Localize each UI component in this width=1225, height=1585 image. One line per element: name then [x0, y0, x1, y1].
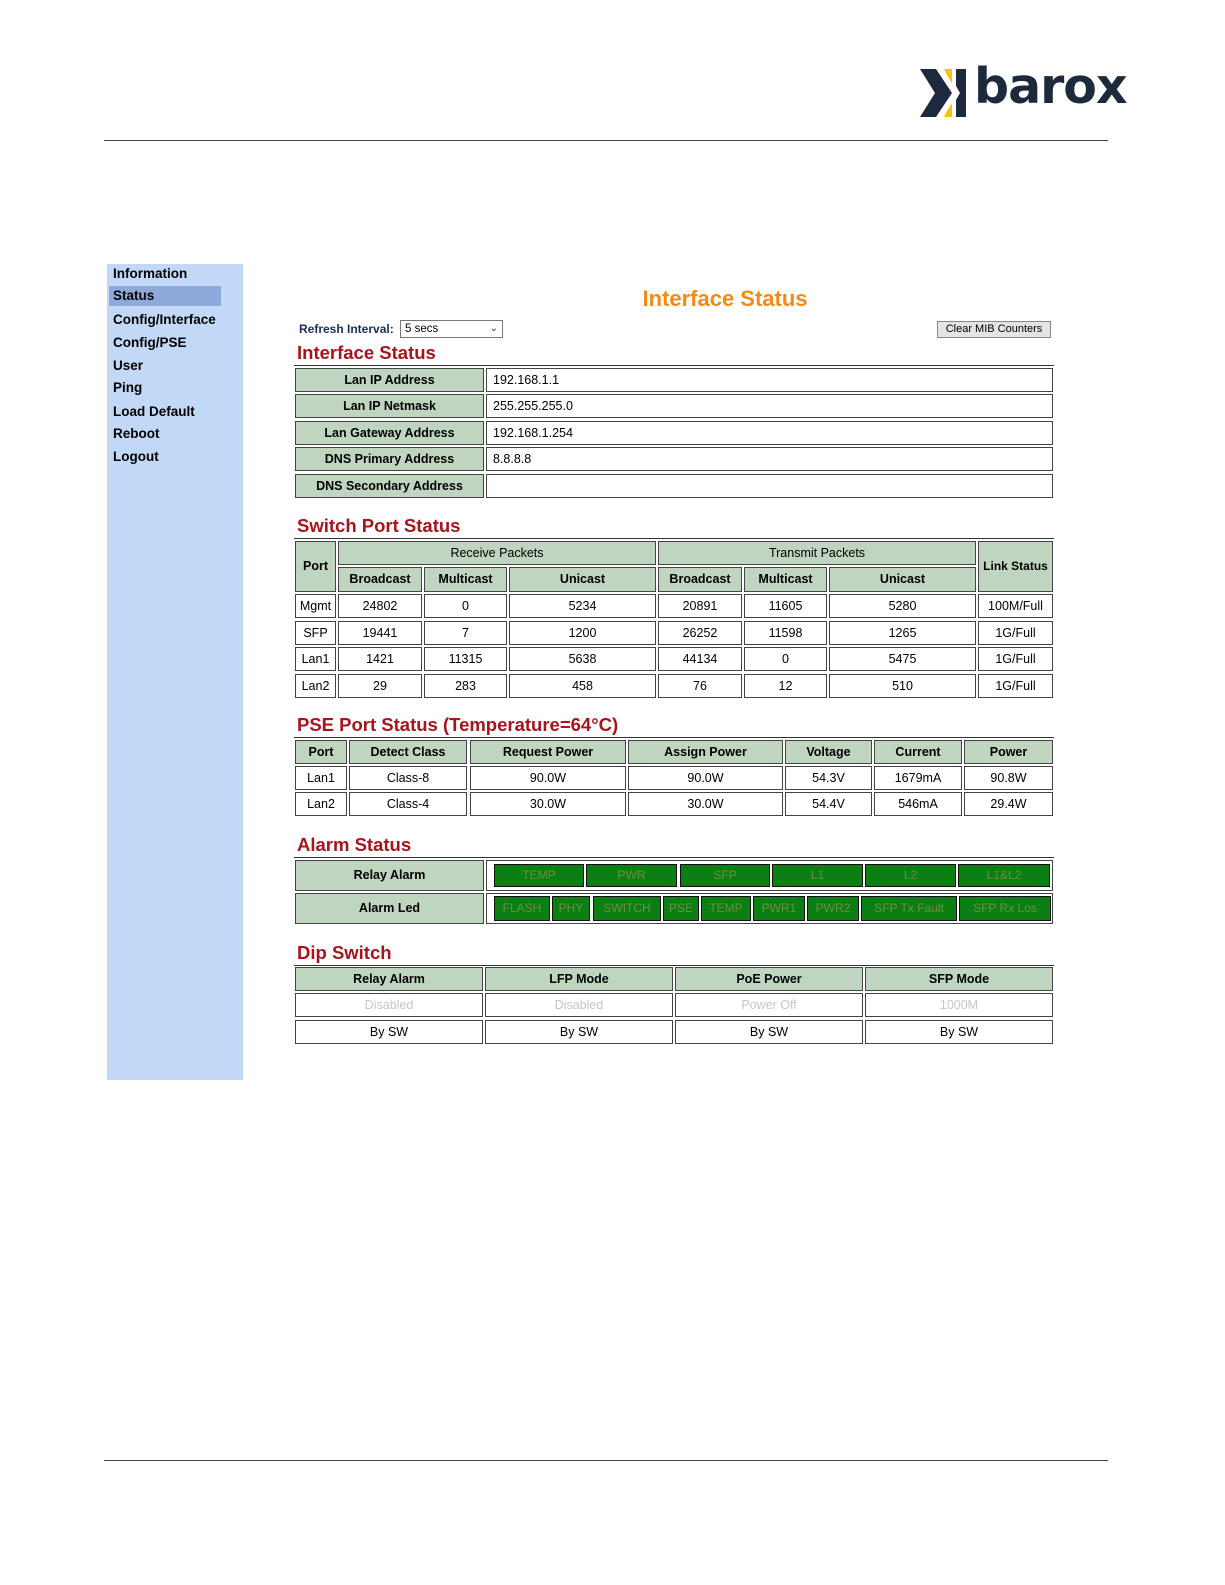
section-rule: [294, 538, 1054, 539]
current-header: Current: [874, 740, 962, 764]
alarm-led-indicator: SFP Rx Los: [959, 896, 1051, 921]
relay-alarm-indicator: L1: [772, 864, 863, 887]
sidebar-item-status[interactable]: Status: [109, 286, 221, 306]
lan-ip-label: Lan IP Address: [295, 368, 484, 392]
lan-gateway-label: Lan Gateway Address: [295, 421, 484, 445]
tx-broadcast-header: Broadcast: [658, 567, 742, 592]
voltage-cell: 54.4V: [785, 792, 872, 816]
rx-broadcast-cell: 1421: [338, 647, 422, 671]
assign-power-cell: 90.0W: [628, 766, 783, 790]
poe-power-status: Power Off: [675, 993, 863, 1017]
relay-alarm-indicator: L2: [865, 864, 956, 887]
sidebar-item-information[interactable]: Information: [113, 266, 188, 281]
port-header: Port: [295, 740, 347, 764]
detect-class-header: Detect Class: [349, 740, 467, 764]
tx-multicast-cell: 12: [744, 674, 827, 698]
lan-gateway-value: 192.168.1.254: [486, 421, 1053, 445]
power-header: Power: [964, 740, 1053, 764]
tx-multicast-cell: 0: [744, 647, 827, 671]
lfp-mode-mode: By SW: [485, 1020, 673, 1044]
power-cell: 29.4W: [964, 792, 1053, 816]
tx-broadcast-cell: 76: [658, 674, 742, 698]
sidebar-item-logout[interactable]: Logout: [113, 449, 159, 464]
rx-broadcast-cell: 29: [338, 674, 422, 698]
section-rule: [294, 965, 1054, 966]
voltage-header: Voltage: [785, 740, 872, 764]
rx-broadcast-header: Broadcast: [338, 567, 422, 592]
sfp-mode-header: SFP Mode: [865, 967, 1053, 991]
detect-class-cell: Class-8: [349, 766, 467, 790]
rx-unicast-cell: 5638: [509, 647, 656, 671]
relay-alarm-label: Relay Alarm: [295, 860, 484, 891]
interface-status-title: Interface Status: [297, 342, 436, 363]
alarm-led-indicator: TEMP: [701, 896, 751, 921]
sidebar-item-ping[interactable]: Ping: [113, 380, 143, 395]
clear-mib-counters-button[interactable]: Clear MIB Counters: [937, 321, 1051, 338]
receive-packets-header: Receive Packets: [338, 541, 656, 565]
pse-port-status-title: PSE Port Status (Temperature=64°C): [297, 714, 619, 735]
tx-broadcast-cell: 26252: [658, 621, 742, 645]
switch-port-status-title: Switch Port Status: [297, 515, 461, 536]
rx-unicast-cell: 458: [509, 674, 656, 698]
sidebar-item-config-interface[interactable]: Config/Interface: [113, 312, 216, 327]
alarm-led-indicator: SWITCH: [593, 896, 661, 921]
relay-alarm-indicator: TEMP: [494, 864, 584, 887]
section-rule: [294, 857, 1054, 858]
tx-unicast-header: Unicast: [829, 567, 976, 592]
alarm-led-indicator: SFP Tx Fault: [861, 896, 957, 921]
dns-secondary-value: [486, 474, 1053, 498]
detect-class-cell: Class-4: [349, 792, 467, 816]
dns-secondary-label: DNS Secondary Address: [295, 474, 484, 498]
port-cell: Lan1: [295, 647, 336, 671]
port-header: Port: [295, 541, 336, 592]
port-cell: Lan1: [295, 766, 347, 790]
dns-primary-label: DNS Primary Address: [295, 447, 484, 471]
rx-unicast-cell: 1200: [509, 621, 656, 645]
tx-multicast-cell: 11598: [744, 621, 827, 645]
link-status-cell: 1G/Full: [978, 674, 1053, 698]
tx-unicast-cell: 1265: [829, 621, 976, 645]
alarm-led-indicator: PWR2: [807, 896, 859, 921]
tx-multicast-header: Multicast: [744, 567, 827, 592]
request-power-cell: 30.0W: [470, 792, 626, 816]
barox-logo-icon: [920, 69, 972, 117]
assign-power-header: Assign Power: [628, 740, 783, 764]
sidebar-item-user[interactable]: User: [113, 358, 144, 373]
alarm-led-indicator: FLASH: [494, 896, 550, 921]
section-rule: [294, 737, 1054, 738]
dns-primary-value: 8.8.8.8: [486, 447, 1053, 471]
relay-alarm-indicator: SFP: [680, 864, 770, 887]
lfp-mode-status: Disabled: [485, 993, 673, 1017]
request-power-cell: 90.0W: [470, 766, 626, 790]
barox-logo-text: barox: [974, 58, 1127, 115]
header-divider: [104, 140, 1108, 141]
chevron-down-icon: ⌄: [489, 323, 498, 334]
current-cell: 1679mA: [874, 766, 962, 790]
alarm-status-title: Alarm Status: [297, 834, 412, 855]
sidebar-item-reboot[interactable]: Reboot: [113, 426, 160, 441]
sfp-mode-mode: By SW: [865, 1020, 1053, 1044]
refresh-interval-value: 5 secs: [405, 323, 439, 335]
dip-switch-title: Dip Switch: [297, 942, 392, 963]
lan-ip-value: 192.168.1.1: [486, 368, 1053, 392]
link-status-cell: 1G/Full: [978, 621, 1053, 645]
rx-multicast-header: Multicast: [424, 567, 507, 592]
rx-multicast-cell: 11315: [424, 647, 507, 671]
relay-alarm-indicator: PWR: [586, 864, 677, 887]
refresh-interval-select[interactable]: [400, 320, 503, 338]
link-status-cell: 100M/Full: [978, 594, 1053, 618]
barox-logo: [920, 58, 1127, 120]
rx-broadcast-cell: 24802: [338, 594, 422, 618]
sidebar-item-load-default[interactable]: Load Default: [113, 404, 195, 419]
rx-unicast-header: Unicast: [509, 567, 656, 592]
page-title: Interface Status: [642, 286, 808, 311]
current-cell: 546mA: [874, 792, 962, 816]
voltage-cell: 54.3V: [785, 766, 872, 790]
port-cell: Lan2: [295, 792, 347, 816]
rx-broadcast-cell: 19441: [338, 621, 422, 645]
port-cell: SFP: [295, 621, 336, 645]
rx-multicast-cell: 7: [424, 621, 507, 645]
alarm-led-indicator: PWR1: [753, 896, 805, 921]
rx-unicast-cell: 5234: [509, 594, 656, 618]
port-cell: Mgmt: [295, 594, 336, 618]
section-rule: [294, 365, 1054, 366]
sfp-mode-status: 1000M: [865, 993, 1053, 1017]
poe-power-mode: By SW: [675, 1020, 863, 1044]
tx-unicast-cell: 5280: [829, 594, 976, 618]
tx-unicast-cell: 5475: [829, 647, 976, 671]
assign-power-cell: 30.0W: [628, 792, 783, 816]
transmit-packets-header: Transmit Packets: [658, 541, 976, 565]
lfp-mode-header: LFP Mode: [485, 967, 673, 991]
tx-unicast-cell: 510: [829, 674, 976, 698]
lan-netmask-label: Lan IP Netmask: [295, 394, 484, 418]
refresh-interval-label: Refresh Interval:: [299, 322, 394, 336]
power-cell: 90.8W: [964, 766, 1053, 790]
link-status-cell: 1G/Full: [978, 647, 1053, 671]
relay-alarm-status: Disabled: [295, 993, 483, 1017]
port-cell: Lan2: [295, 674, 336, 698]
link-status-header: Link Status: [978, 541, 1053, 592]
rx-multicast-cell: 283: [424, 674, 507, 698]
alarm-led-label: Alarm Led: [295, 893, 484, 924]
alarm-led-indicator: PHY: [552, 896, 590, 921]
tx-broadcast-cell: 20891: [658, 594, 742, 618]
relay-alarm-mode: By SW: [295, 1020, 483, 1044]
rx-multicast-cell: 0: [424, 594, 507, 618]
relay-alarm-header: Relay Alarm: [295, 967, 483, 991]
sidebar: [107, 264, 243, 1080]
tx-broadcast-cell: 44134: [658, 647, 742, 671]
poe-power-header: PoE Power: [675, 967, 863, 991]
relay-alarm-indicator: L1&L2: [958, 864, 1050, 887]
lan-netmask-value: 255.255.255.0: [486, 394, 1053, 418]
request-power-header: Request Power: [470, 740, 626, 764]
tx-multicast-cell: 11605: [744, 594, 827, 618]
sidebar-item-config-pse[interactable]: Config/PSE: [113, 335, 187, 350]
alarm-led-indicator: PSE: [663, 896, 699, 921]
footer-divider: [104, 1460, 1108, 1461]
